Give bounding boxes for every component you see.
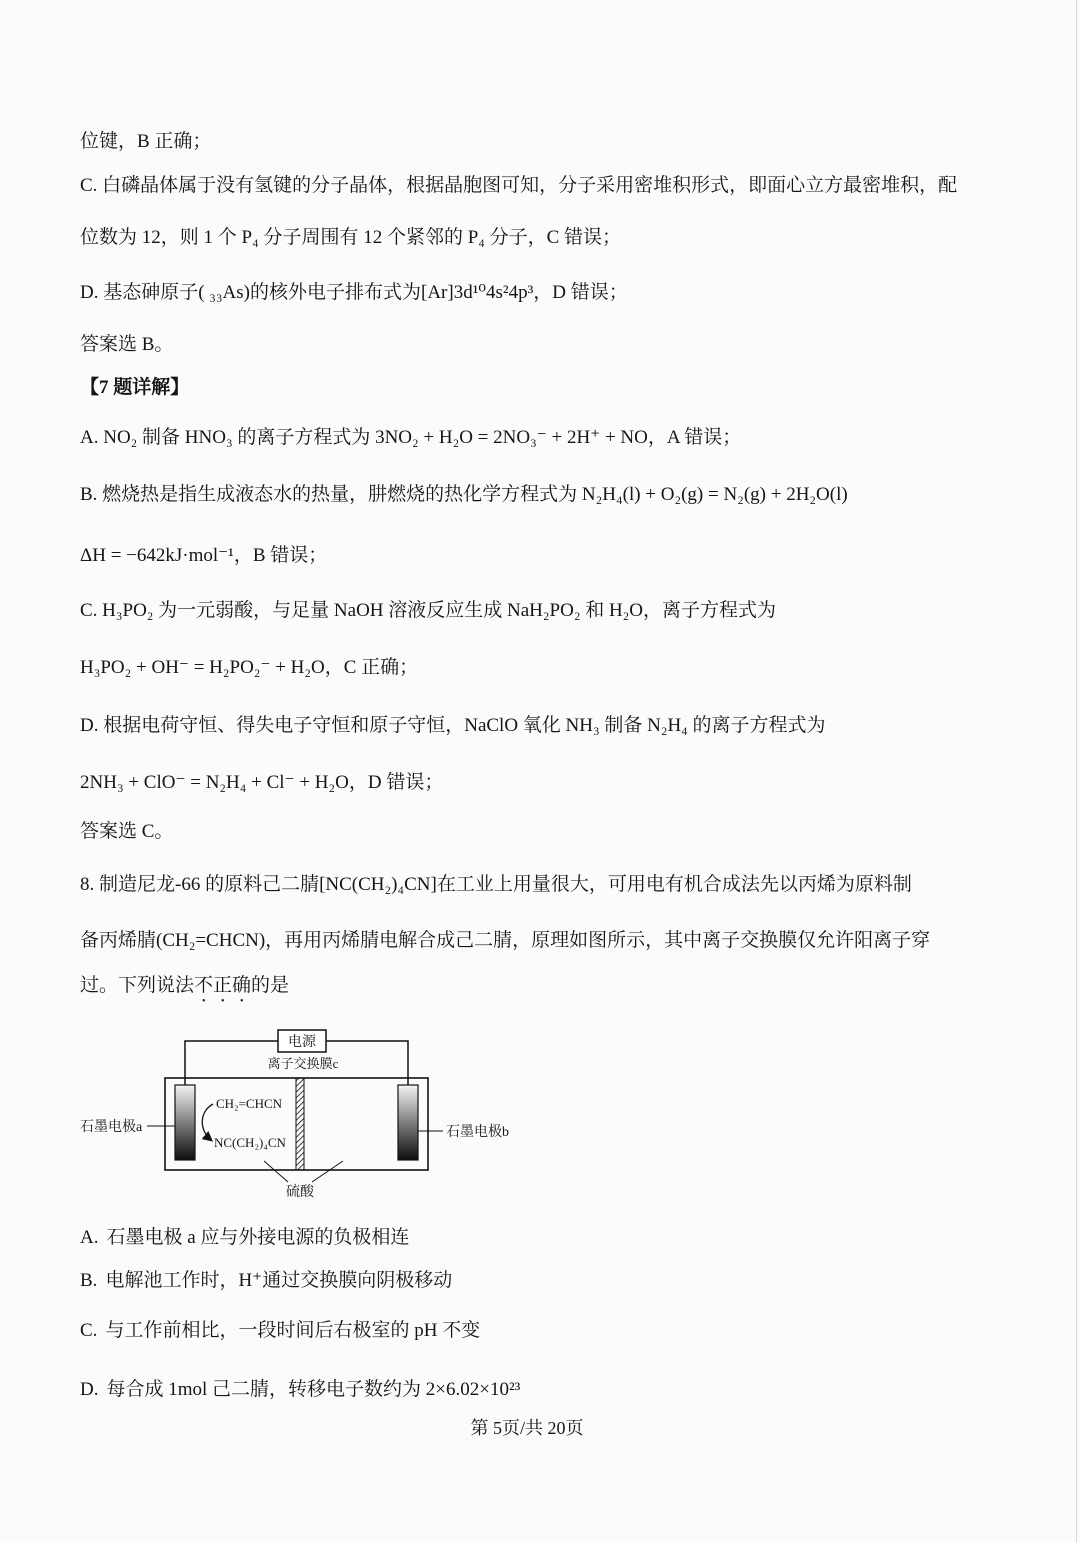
q8-stem-emphasis: 不正确 — [194, 975, 252, 996]
q8-option-c — [80, 1318, 1010, 1344]
q6-statement-b-end: 位键，B 正确； — [80, 131, 212, 152]
reactant-label: CH₂=CHCN — [216, 1096, 283, 1111]
option-text: 电解池工作时，H⁺通过交换膜向阴极移动 — [105, 1270, 453, 1291]
electrolyte-leader-left — [264, 1161, 288, 1182]
electrode-a — [175, 1085, 195, 1160]
product-label: NC(CH₂)₄CN — [214, 1135, 286, 1150]
q8-stem-after: 的是 — [251, 975, 290, 996]
q7-statement-b: B. 燃烧热是指生成液态水的热量，肼燃烧的热化学方程式为 N₂H₄(l) + O₂(g) = N₂(g) + 2H₂O(l) — [80, 484, 848, 505]
power-source-label: 电源 — [288, 1035, 316, 1050]
q6-statement-d: D. 基态砷原子( ₃₃As)的核外电子排布式为[Ar]3d¹⁰4s²4p³，D 错误； — [80, 282, 628, 303]
option-text: 与工作前相比，一段时间后右极室的 pH 不变 — [105, 1320, 481, 1341]
q7-statement-c: C. H₃PO₂ 为一元弱酸，与足量 NaOH 溶液反应生成 NaH₂PO₂ 和 H₂O，离子方程式为 — [80, 600, 777, 621]
option-letter: D. — [80, 1379, 99, 1400]
electrolysis-cell-diagram — [0, 1020, 560, 1210]
q6-statement-c: C. 白磷晶体属于没有氢键的分子晶体，根据晶胞图可知，分子采用密堆积形式，即面心立方最密堆积，配 — [80, 175, 958, 196]
q8-stem-before: 过。下列说法 — [80, 975, 195, 996]
q8-stem-line-2: 备丙烯腈(CH₂=CHCN)，再用丙烯腈电解合成己二腈，原理如图所示，其中离子交换膜仅允许阳离子穿 — [80, 930, 931, 951]
q8-stem-line-3 — [80, 973, 1010, 1007]
option-letter: B. — [80, 1270, 98, 1291]
option-letter: A. — [80, 1227, 99, 1248]
q8-option-b — [80, 1268, 1010, 1294]
q7-answer: 答案选 C。 — [80, 821, 174, 842]
electrode-b — [398, 1085, 418, 1160]
q8-option-a — [80, 1225, 1010, 1251]
reaction-arrow — [202, 1104, 213, 1140]
electrolyte-leader-right — [312, 1161, 343, 1182]
q8-stem-line-1: 8. 制造尼龙-66 的原料己二腈[NC(CH₂)₄CN]在工业上用量很大，可用电有机合成法先以丙烯为原料制 — [80, 874, 912, 895]
q7-statement-b-cont: ΔH = −642kJ·mol⁻¹，B 错误； — [80, 545, 328, 566]
option-letter: C. — [80, 1320, 98, 1341]
electrode-a-label: 石墨电极a — [80, 1120, 143, 1135]
ion-exchange-membrane — [296, 1078, 304, 1170]
page-number-footer: 第 5页/共 20页 — [470, 1418, 584, 1438]
q7-statement-d-cont: 2NH₃ + ClO⁻ = N₂H₄ + Cl⁻ + H₂O，D 错误； — [80, 772, 444, 793]
option-text: 每合成 1mol 己二腈，转移电子数约为 2×6.02×10²³ — [106, 1379, 521, 1400]
q6-answer: 答案选 B。 — [80, 334, 174, 355]
electrolyte-label: 硫酸 — [286, 1185, 314, 1200]
option-text: 石墨电极 a 应与外接电源的负极相连 — [106, 1227, 410, 1248]
scan-edge — [1076, 0, 1077, 1542]
q7-heading: 【7 题详解】 — [80, 377, 190, 398]
q8-option-d — [80, 1377, 1010, 1403]
membrane-label: 离子交换膜c — [267, 1056, 339, 1071]
q7-statement-c-cont: H₃PO₂ + OH⁻ = H₂PO₂⁻ + H₂O，C 正确； — [80, 657, 419, 678]
q7-statement-a: A. NO₂ 制备 HNO₃ 的离子方程式为 3NO₂ + H₂O = 2NO₃⁻ + 2H⁺ + NO，A 错误； — [80, 427, 742, 448]
electrode-b-label: 石墨电极b — [446, 1125, 509, 1140]
q6-statement-c-cont: 位数为 12，则 1 个 P₄ 分子周围有 12 个紧邻的 P₄ 分子，C 错误； — [80, 227, 622, 248]
q7-statement-d: D. 根据电荷守恒、得失电子守恒和原子守恒，NaClO 氧化 NH₃ 制备 N₂H₄ 的离子方程式为 — [80, 715, 826, 736]
